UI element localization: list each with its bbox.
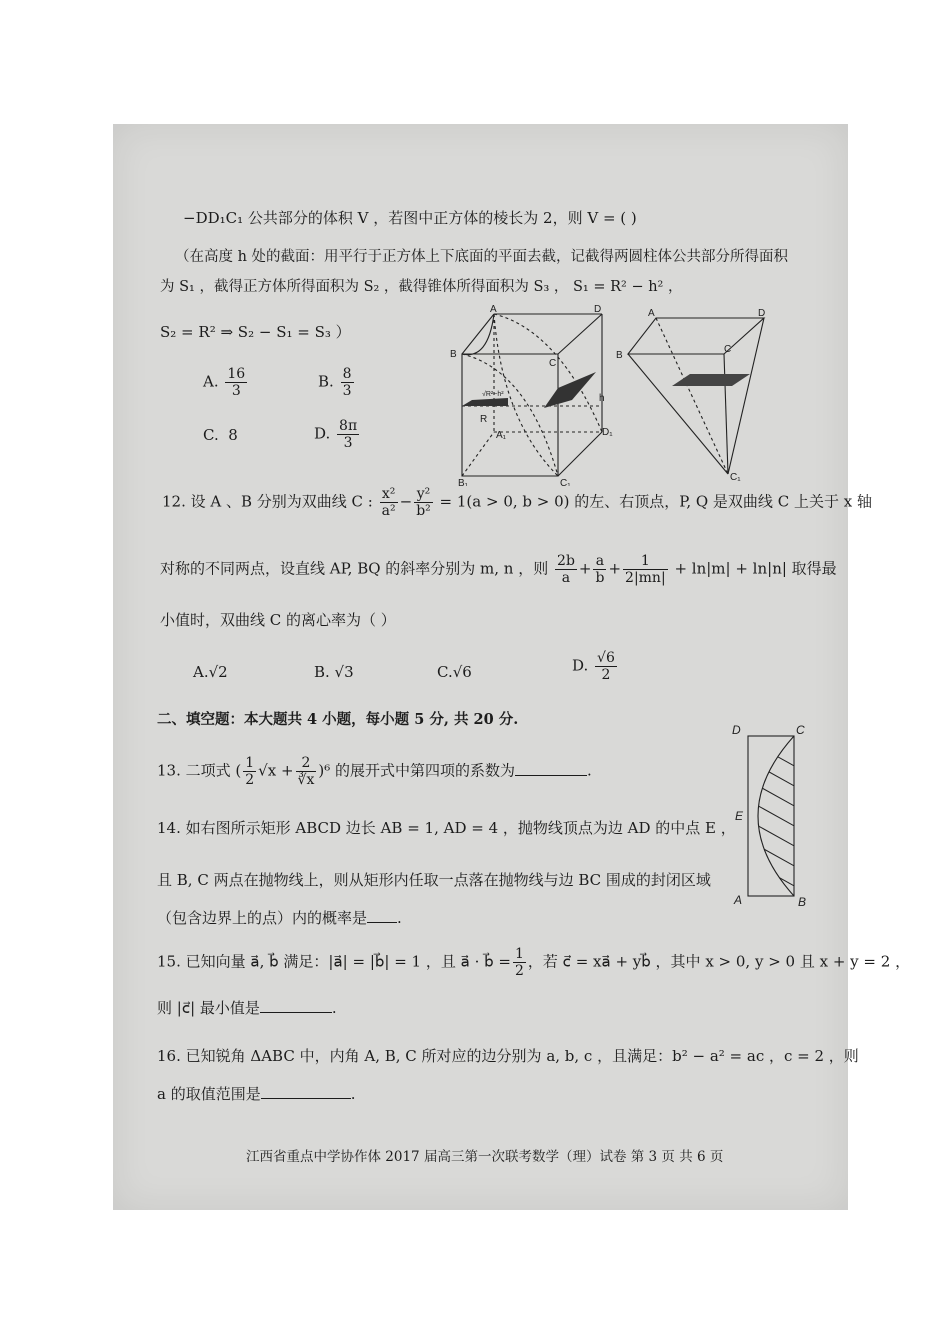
q11-hint1: （在高度 h 处的截面：用平行于正方体上下底面的平面去截，记截得两圆柱体公共部分所得面积 [175, 249, 789, 265]
q12-option-c: C.√6 [437, 663, 472, 681]
fraction: $\frac{8\pi}{3}$ [339, 418, 358, 451]
svg-text:A: A [734, 893, 743, 907]
q16-line2: a 的取值范围是 . [157, 1085, 356, 1103]
q11-option-a [203, 366, 249, 399]
fraction: $\frac{1}{2|mn|}$ [625, 553, 666, 586]
fraction: $\frac{8}{3}$ [342, 366, 352, 399]
svg-text:√R²−h²: √R²−h² [482, 391, 504, 398]
svg-text:D₁: D₁ [602, 427, 613, 438]
q14-line1: 14. 如右图所示矩形 ABCD 边长 AB = 1, AD = 4 ，抛物线顶点为边 AD 的中点 E ， [157, 819, 736, 837]
svg-text:B: B [450, 349, 457, 360]
q11-option-b [318, 366, 356, 399]
q12-option-b: B. √3 [314, 663, 354, 681]
fraction: $\frac{a}{b}$ [595, 553, 605, 586]
svg-text:D: D [732, 723, 741, 737]
q11-hint2: 为 S₁ ，截得正方体所得面积为 S₂ ，截得锥体所得面积为 S₃ ， S₁ = R² − h² ， [160, 279, 683, 295]
fraction: $\frac{\text{y²}}{\text{b²}}$ [416, 486, 431, 519]
q13: 13. 二项式 ( $\frac{1}{2}$ √x + $\frac{2}{∛x}$ )⁶ 的展开式中第四项的系数为 . [157, 755, 592, 788]
q12-line2: 对称的不同两点，设直线 AP, BQ 的斜率分别为 m, n ，则 $\frac{2b}{a}$ + $\frac{a}{b}$ + $\frac{1}{2|mn|}$ + ln|m| + ln|n| 取得最 [160, 553, 837, 586]
fraction: $\frac{2b}{a}$ [557, 553, 575, 586]
option-label: A. [203, 372, 219, 391]
answer-blank[interactable] [261, 1084, 351, 1099]
fraction: $\frac{√6}{2}$ [597, 650, 615, 683]
svg-text:C₁: C₁ [560, 478, 571, 486]
svg-text:A₁: A₁ [496, 430, 507, 441]
svg-text:C: C [796, 723, 805, 737]
option-value: 8 [228, 426, 238, 444]
fraction: $\frac{1}{2}$ [245, 755, 255, 788]
q11-line1: −DD₁C₁ 公共部分的体积 V ，若图中正方体的棱长为 2，则 V = ( ) [183, 209, 637, 227]
q11-hint3: S₂ = R² ⇒ S₂ − S₁ = S₃ ） [160, 323, 351, 341]
q15-line2: 则 |c⃗| 最小值是 . [157, 999, 337, 1017]
q16-line1: 16. 已知锐角 ΔABC 中，内角 A, B, C 所对应的边分别为 a, b, c ，且满足：b² − a² = ac ，c = 2 ，则 [157, 1047, 859, 1065]
fraction: $\frac{16}{3}$ [227, 366, 246, 399]
fraction: $\frac{2}{∛x}$ [297, 755, 315, 788]
svg-text:E: E [735, 809, 744, 823]
q14-line2: 且 B, C 两点在抛物线上，则从矩形内任取一点落在抛物线与边 BC 围成的封闭区域 [157, 871, 711, 889]
svg-text:D: D [758, 308, 766, 319]
svg-text:R: R [480, 414, 488, 425]
pyramid-figure [612, 304, 782, 488]
svg-text:D: D [594, 304, 602, 315]
section-heading: 二、填空题：本大题共 4 小题，每小题 5 分, 共 20 分. [157, 711, 519, 728]
fraction: $\frac{1}{2}$ [514, 946, 524, 979]
svg-text:C: C [724, 344, 732, 355]
q15-line1: 15. 已知向量 a⃗, b⃗ 满足：|a⃗| = |b⃗| = 1 ，且 a⃗ · b⃗ = $\frac{1}{2}$ ，若 c⃗ = xa⃗ + yb⃗ ，其中 x > 0, y > 0 且 x + y = 2 ， [157, 946, 911, 979]
svg-text:C₁: C₁ [730, 472, 741, 483]
svg-text:A: A [490, 304, 497, 315]
svg-text:h: h [599, 393, 605, 404]
q12-line3: 小值时，双曲线 C 的离心率为（ ） [160, 611, 396, 629]
q12-option-a: A.√2 [193, 663, 228, 681]
rectangle-parabola-figure [726, 718, 816, 910]
q11-option-d [314, 418, 361, 451]
answer-blank[interactable] [515, 761, 587, 776]
option-label: D. [314, 424, 331, 443]
page-footer: 江西省重点中学协作体 2017 届高三第一次联考数学（理）试卷 第 3 页 共 6 页 [246, 1149, 724, 1165]
svg-text:B: B [616, 350, 623, 361]
fraction: $\frac{\text{x²}}{\text{a²}}$ [381, 486, 396, 519]
q11-option-c [203, 426, 238, 444]
svg-text:A: A [648, 308, 655, 319]
answer-blank[interactable] [367, 908, 397, 923]
svg-text:C: C [549, 358, 557, 369]
svg-text:B₁: B₁ [458, 478, 469, 486]
option-label: C. [203, 426, 219, 444]
option-label: B. [318, 372, 334, 391]
svg-text:B: B [798, 895, 807, 909]
cube-cylinder-figure [448, 300, 618, 486]
answer-blank[interactable] [260, 998, 332, 1013]
q12-line1: 12. 设 A 、B 分别为双曲线 C : $\frac{\text{x²}}{\text{a²}}$ − $\frac{\text{y²}}{\text{b²}}$ = 1(a > 0, b > 0) 的左、右顶点，P, Q 是双曲线 C 上关于 x 轴 [162, 486, 872, 519]
q14-line3: （包含边界上的点）内的概率是 . [157, 909, 402, 927]
q12-option-d: D. $\frac{√6}{2}$ [572, 650, 615, 683]
